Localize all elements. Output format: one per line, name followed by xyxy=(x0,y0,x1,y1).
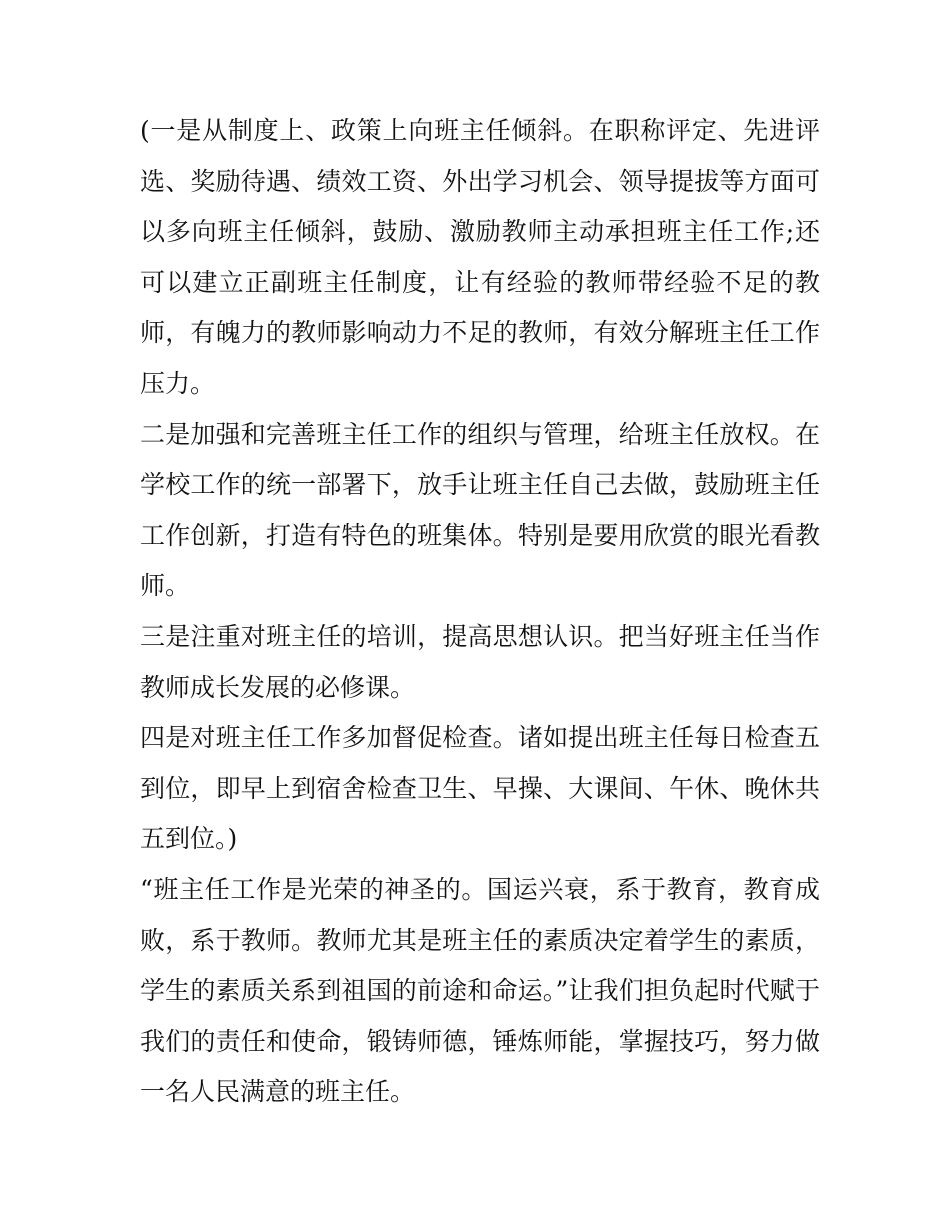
document-body xyxy=(140,106,820,1118)
paragraph-supervision: 四是对班主任工作多加督促检查。诸如提出班主任每日检查五到位，即早上到宿舍检查卫生、早操、大课间、午休、晚休共五到位。) xyxy=(140,723,820,854)
paragraph-management: 二是加强和完善班主任工作的组织与管理，给班主任放权。在学校工作的统一部署下，放手让班主任自己去做，鼓励班主任工作创新，打造有特色的班集体。特别是要用欣赏的眼光看教师。 xyxy=(140,419,820,601)
paragraph-conclusion: “班主任工作是光荣的神圣的。国运兴衰，系于教育，教育成败，系于教师。教师尤其是班主任的素质决定着学生的素质，学生的素质关系到祖国的前途和命运。”让我们担负起时代赋于我们的责任和使命，锻铸师德，锤炼师能，掌握技巧，努力做一名人民满意的班主任。 xyxy=(140,874,820,1107)
paragraph-training: 三是注重对班主任的培训，提高思想认识。把当好班主任当作教师成长发展的必修课。 xyxy=(140,621,820,702)
paragraph-policy-tilt: (一是从制度上、政策上向班主任倾斜。在职称评定、先进评选、奖励待遇、绩效工资、外出学习机会、领导提拔等方面可以多向班主任倾斜，鼓励、激励教师主动承担班主任工作;还可以建立正副班主任制度，让有经验的教师带经验不足的教师，有魄力的教师影响动力不足的教师，有效分解班主任工作压力。 xyxy=(140,116,820,398)
